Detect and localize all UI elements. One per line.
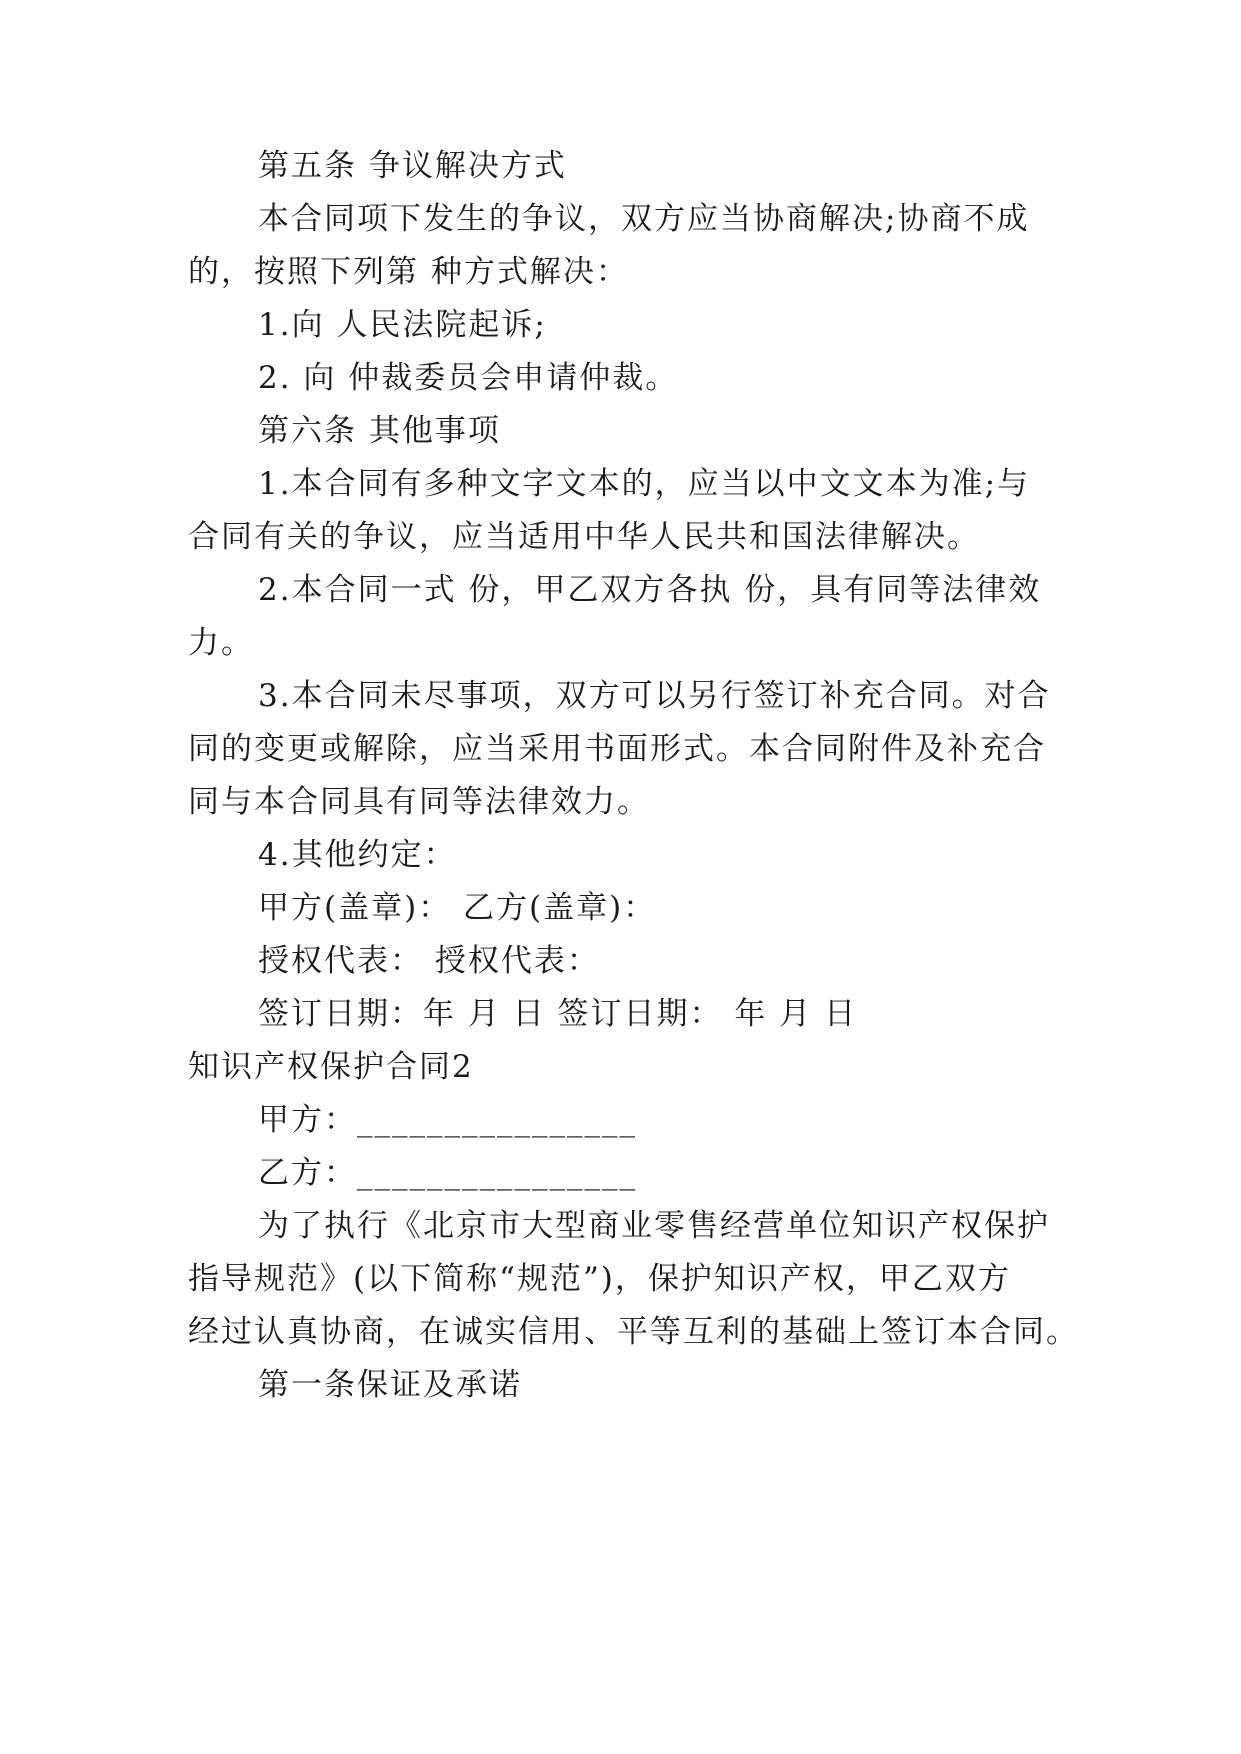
paragraph-line: 2.本合同一式 份，甲乙双方各执 份，具有同等法律效 [258, 572, 1042, 608]
party-b-line: 乙方：________________ [258, 1155, 637, 1191]
paragraph-line: 3.本合同未尽事项，双方可以另行签订补充合同。对合 [258, 678, 1051, 714]
paragraph-line: 的，按照下列第 种方式解决： [188, 254, 629, 290]
article-5-heading: 第五条 争议解决方式 [258, 148, 567, 184]
paragraph-line: 同与本合同具有同等法律效力。 [188, 784, 650, 820]
paragraph-line: 4.其他约定： [258, 837, 457, 873]
paragraph-line: 本合同项下发生的争议，双方应当协商解决;协商不成 [258, 201, 1030, 237]
paragraph-line: 为了执行《北京市大型商业零售经营单位知识产权保护 [258, 1208, 1050, 1244]
signature-date-line: 签订日期：年 月 日 签订日期： 年 月 日 [258, 996, 858, 1032]
signature-line: 授权代表： 授权代表： [258, 943, 600, 979]
paragraph-line: 合同有关的争议，应当适用中华人民共和国法律解决。 [188, 519, 980, 555]
paragraph-line: 指导规范》(以下简称“规范”)，保护知识产权，甲乙双方 [188, 1261, 1011, 1297]
paragraph-line: 同的变更或解除，应当采用书面形式。本合同附件及补充合 [188, 731, 1046, 767]
article-1-heading: 第一条保证及承诺 [258, 1367, 522, 1403]
signature-line: 甲方(盖章)： 乙方(盖章)： [258, 890, 657, 926]
list-item: 2. 向 仲裁委员会申请仲裁。 [258, 360, 679, 396]
list-item: 1.向 人民法院起诉; [258, 307, 547, 343]
article-6-heading: 第六条 其他事项 [258, 413, 501, 449]
paragraph-line: 1.本合同有多种文字文本的，应当以中文文本为准;与 [258, 466, 1031, 502]
paragraph-line: 力。 [188, 625, 254, 661]
party-a-line: 甲方：________________ [258, 1102, 637, 1138]
contract-title: 知识产权保护合同2 [188, 1049, 474, 1085]
paragraph-line: 经过认真协商，在诚实信用、平等互利的基础上签订本合同。 [188, 1314, 1079, 1350]
